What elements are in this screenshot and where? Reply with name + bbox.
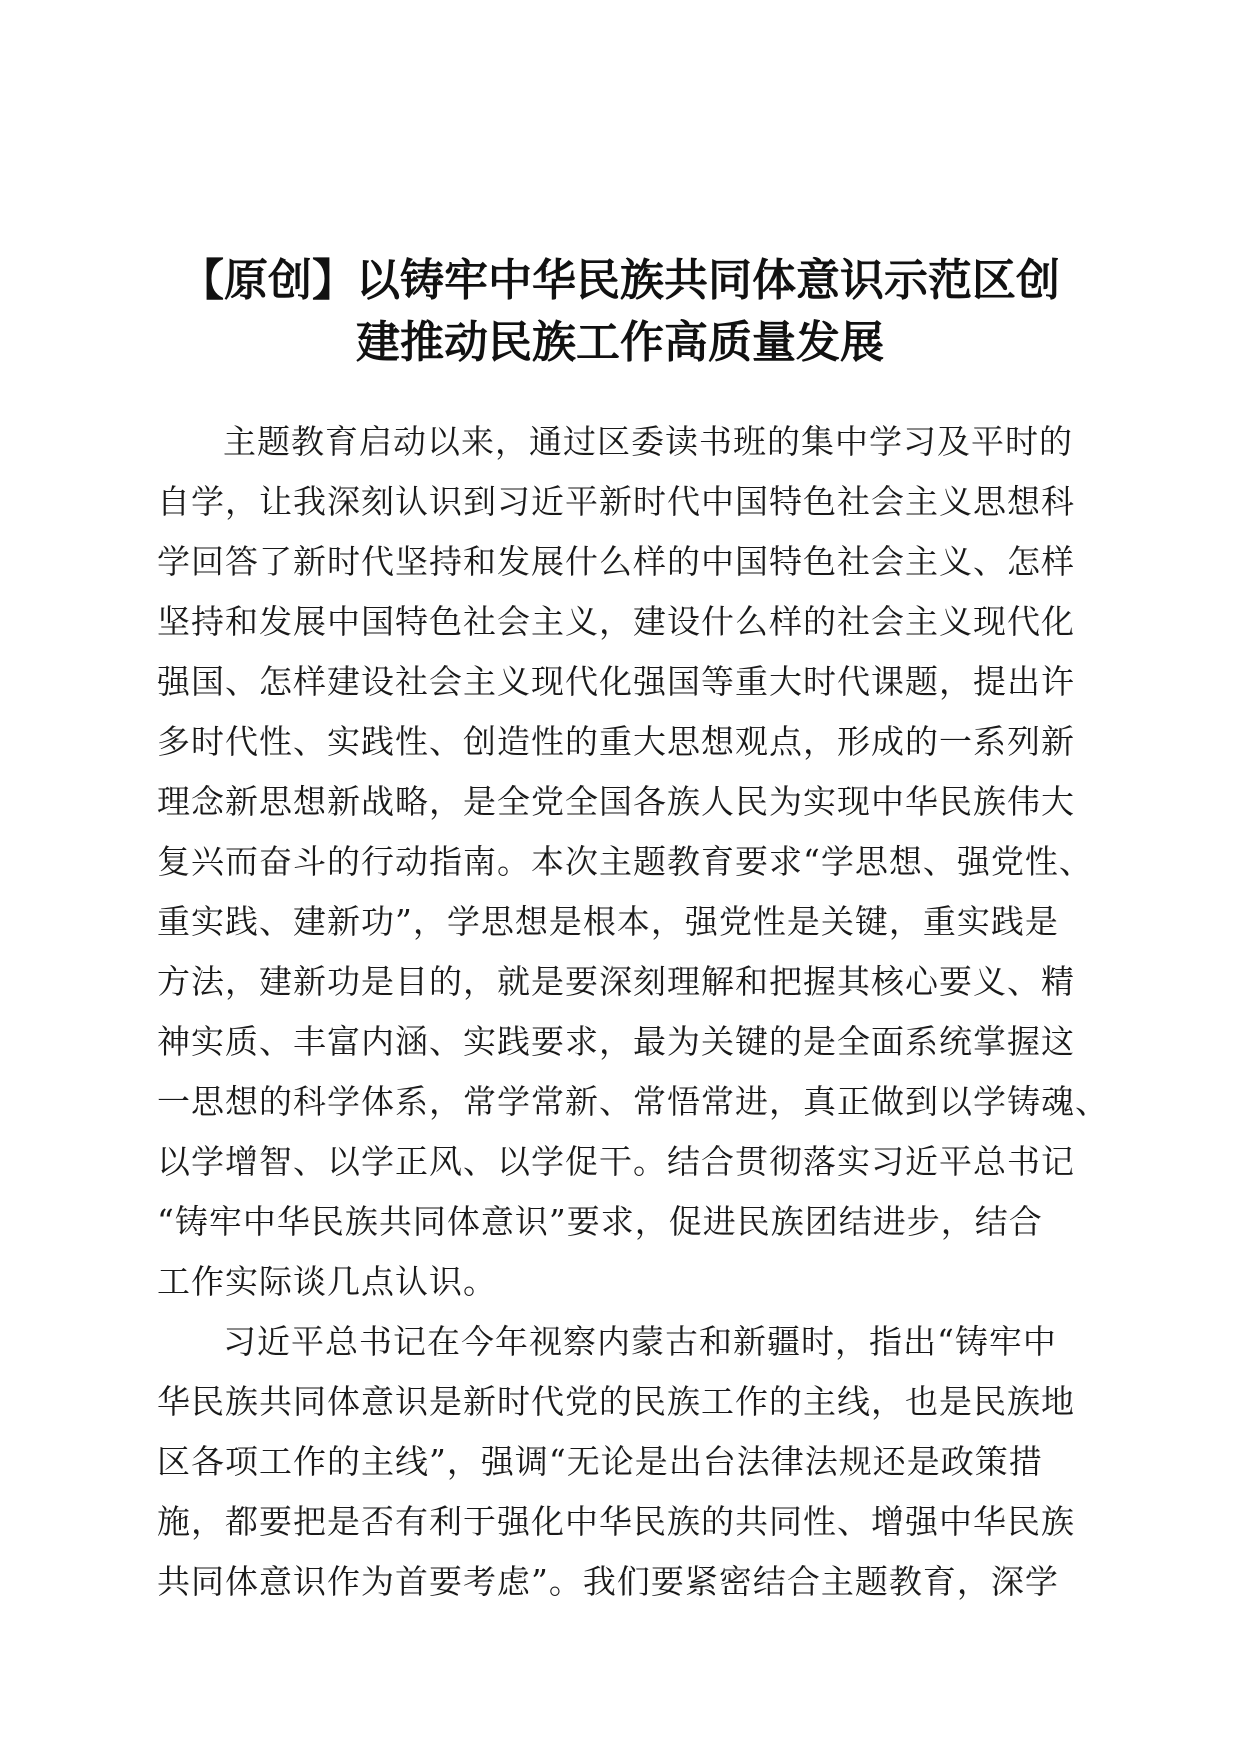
- paragraph-line: 华民族共同体意识是新时代党的民族工作的主线，也是民族地: [157, 1382, 1075, 1421]
- paragraph-line: 以学增智、以学正风、以学促干。结合贯彻落实习近平总书记: [157, 1142, 1075, 1181]
- title-line: 建推动民族工作高质量发展: [356, 317, 884, 368]
- paragraph-line: 工作实际谈几点认识。: [157, 1262, 497, 1301]
- paragraph-line: 重实践、建新功”，学思想是根本，强党性是关键，重实践是: [157, 902, 1059, 941]
- document-body: [157, 412, 1109, 1612]
- paragraph-line: 一思想的科学体系，常学常新、常悟常进，真正做到以学铸魂、: [157, 1082, 1109, 1121]
- paragraph-line: 方法，建新功是目的，就是要深刻理解和把握其核心要义、精: [157, 962, 1075, 1001]
- paragraph-line: “铸牢中华民族共同体意识”要求，促进民族团结进步，结合: [157, 1202, 1043, 1241]
- paragraph-line: 坚持和发展中国特色社会主义，建设什么样的社会主义现代化: [157, 602, 1075, 641]
- paragraph-line: 复兴而奋斗的行动指南。本次主题教育要求“学思想、强党性、: [157, 842, 1093, 881]
- paragraph-line: 学回答了新时代坚持和发展什么样的中国特色社会主义、怎样: [157, 542, 1075, 581]
- paragraph-line: 理念新思想新战略，是全党全国各族人民为实现中华民族伟大: [157, 782, 1075, 821]
- paragraph-2: [157, 1312, 1075, 1612]
- paragraph-line: 施，都要把是否有利于强化中华民族的共同性、增强中华民族: [157, 1502, 1075, 1541]
- paragraph-line: 区各项工作的主线”，强调“无论是出台法律法规还是政策措: [157, 1442, 1043, 1481]
- title-line: 【原创】以铸牢中华民族共同体意识示范区创: [180, 255, 1060, 306]
- document-title: [150, 250, 1090, 374]
- paragraph-line: 自学，让我深刻认识到习近平新时代中国特色社会主义思想科: [157, 482, 1075, 521]
- paragraph-line: 多时代性、实践性、创造性的重大思想观点，形成的一系列新: [157, 722, 1075, 761]
- paragraph-line: 共同体意识作为首要考虑”。我们要紧密结合主题教育，深学: [157, 1562, 1059, 1601]
- paragraph-line: 主题教育启动以来，通过区委读书班的集中学习及平时的: [223, 422, 1073, 461]
- paragraph-line: 强国、怎样建设社会主义现代化强国等重大时代课题，提出许: [157, 662, 1075, 701]
- paragraph-line: 神实质、丰富内涵、实践要求，最为关键的是全面系统掌握这: [157, 1022, 1075, 1061]
- paragraph-line: 习近平总书记在今年视察内蒙古和新疆时，指出“铸牢中: [223, 1322, 1057, 1361]
- paragraph-1: [157, 412, 1109, 1312]
